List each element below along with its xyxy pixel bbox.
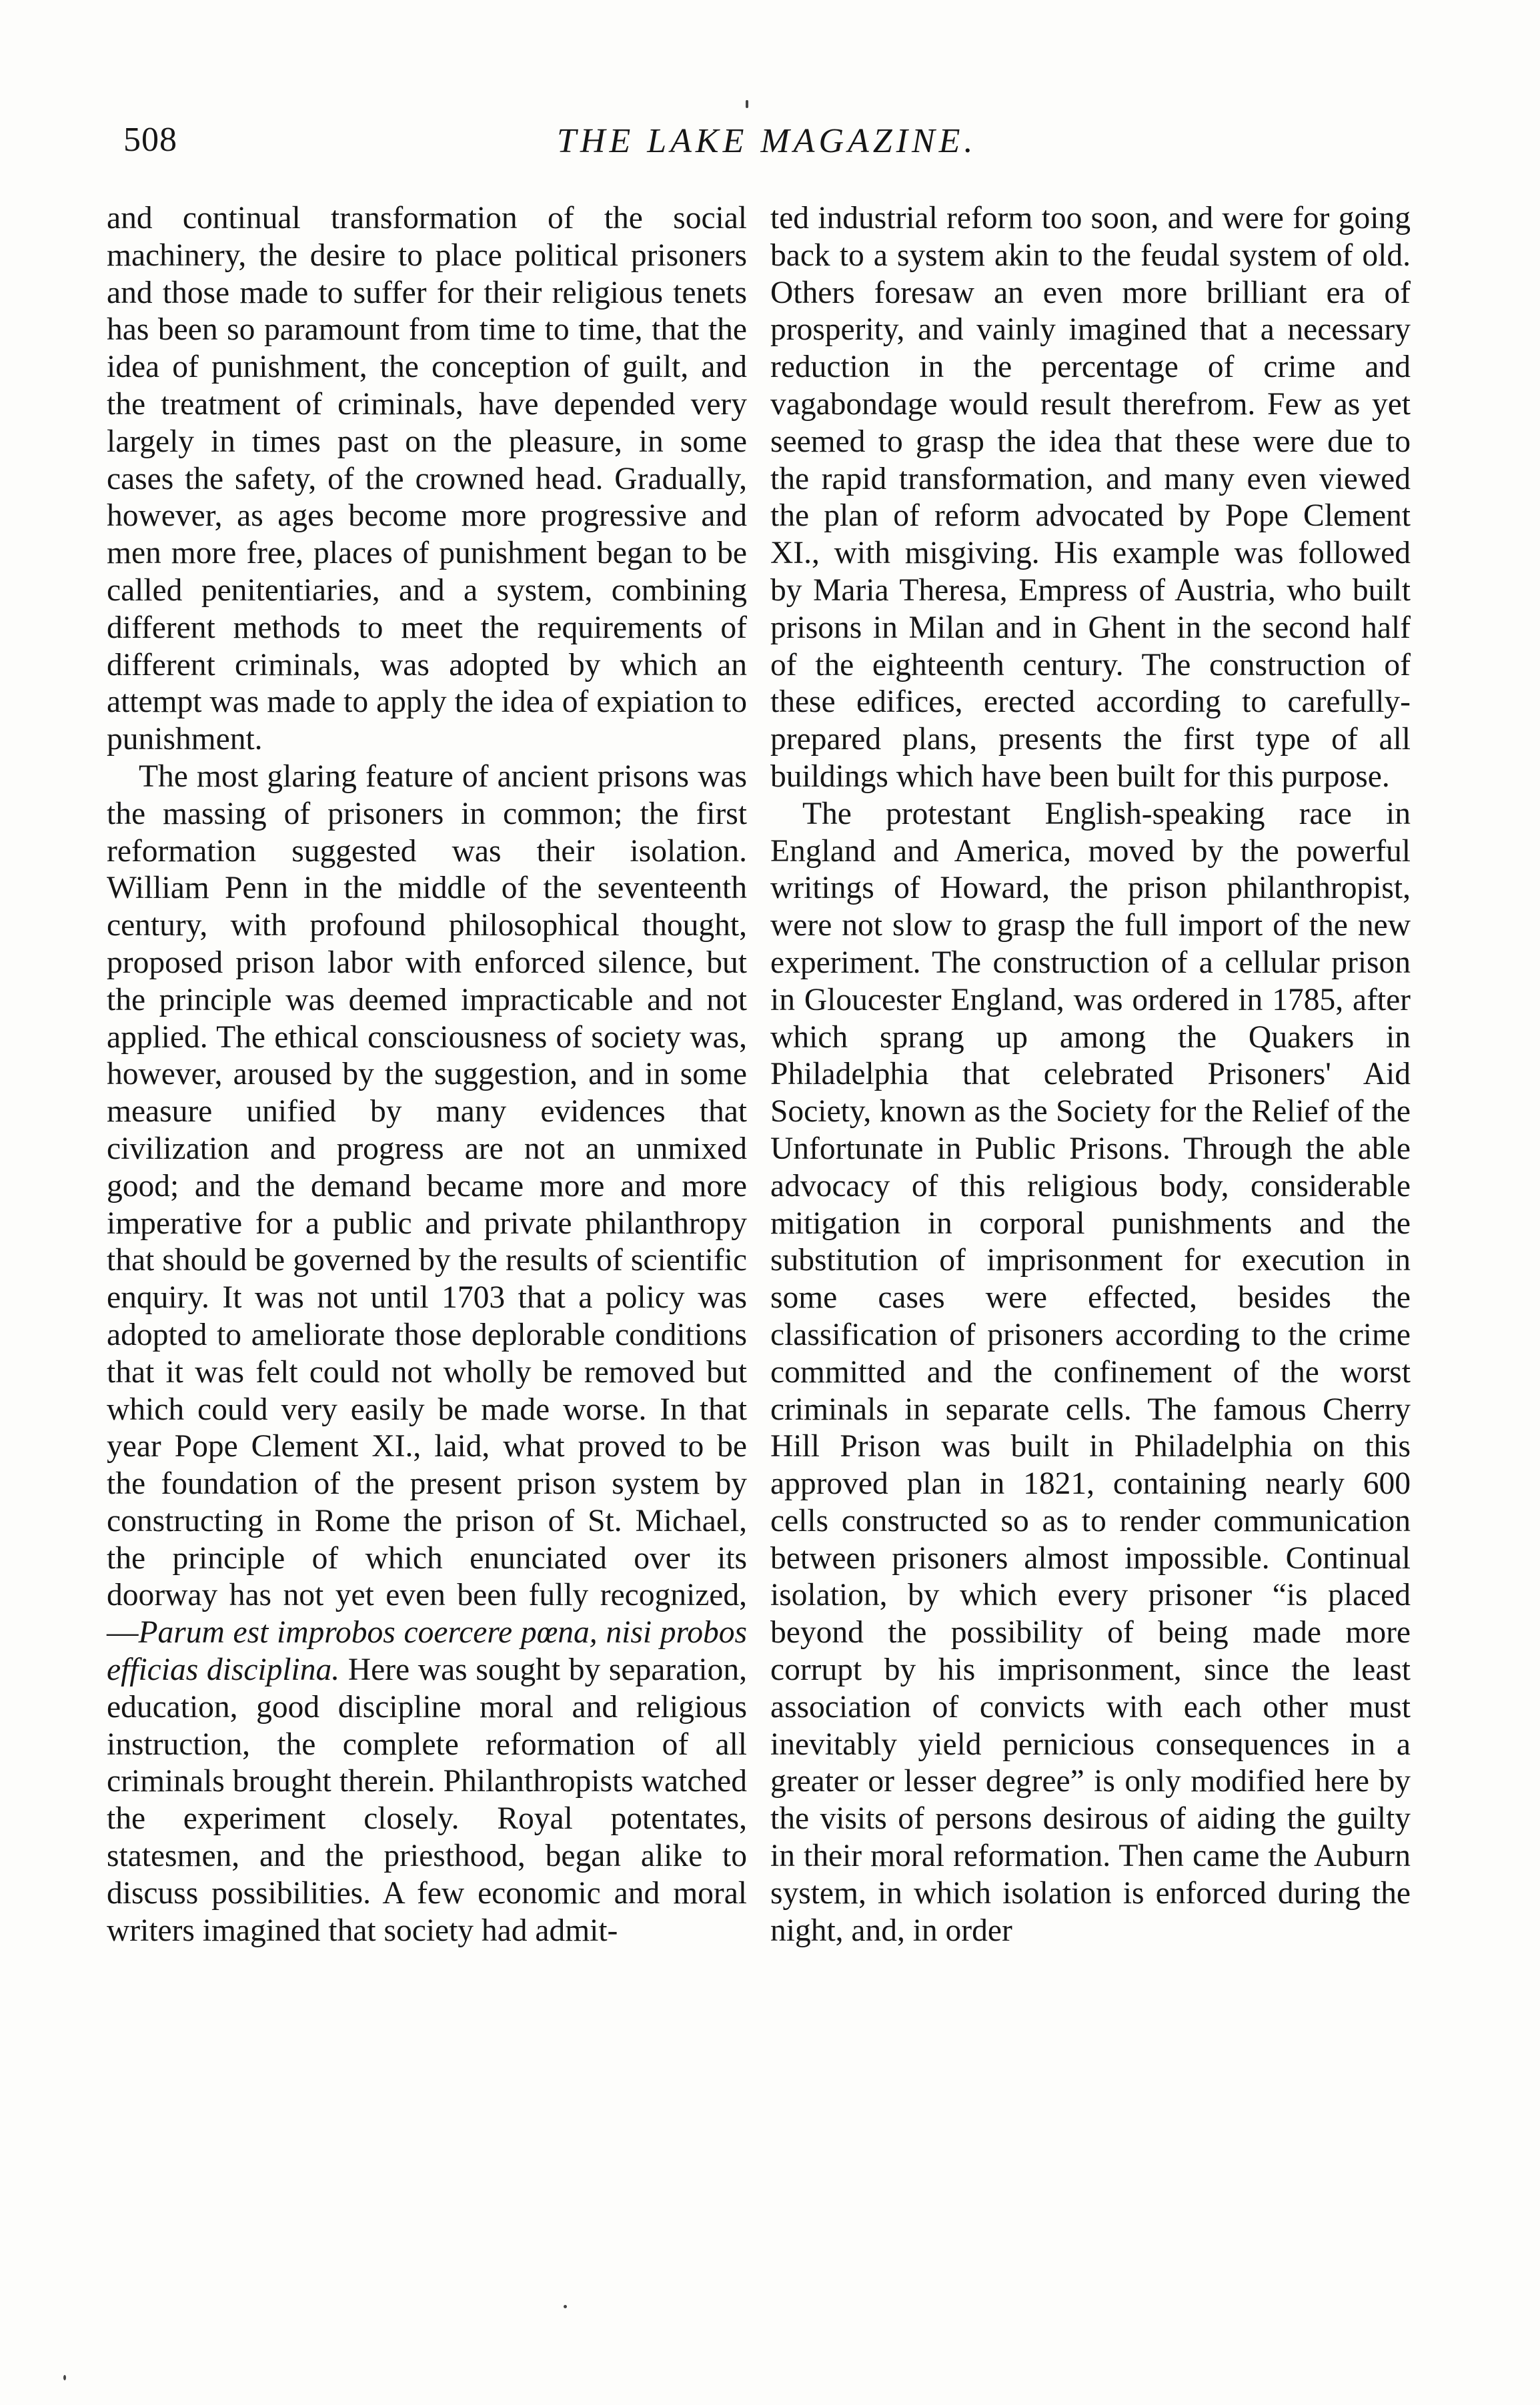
- speck-bottom: [564, 2305, 567, 2308]
- speck-top: [746, 100, 748, 108]
- running-title: THE LAKE MAGAZINE.: [557, 122, 977, 160]
- page-number: 508: [123, 121, 177, 159]
- right-column: [770, 200, 1411, 1949]
- left-paragraph-2-continued: Here was sought by separation, education, good discipline moral and religious instruction, the complete reformation of all criminals brought therein. Philanthropists watched the experiment closely. Royal potentates, statesmen, and the priesthood, began alike to discuss possibilities. A few economic and moral writers imagined that society had admit-: [107, 1652, 747, 1948]
- left-paragraph-2-text: The most glaring feature of ancient prisons was the massing of prisoners in common; the first reformation suggested was their isolation. William Penn in the middle of the seventeenth century, with profound philosophical thought, proposed prison labor with enforced silence, but the principle was deemed impracticable and not applied. The ethical consciousness of society was, however, aroused by the suggestion, and in some measure unified by many evidences that civilization and progress are not an unmixed good; and the demand became more and more imperative for a public and private philanthropy that should be governed by the results of scientific enquiry. It was not until 1703 that a policy was adopted to ameliorate those deplorable conditions that it was felt could not wholly be removed but which could very easily be made worse. In that year Pope Clement XI., laid, what proved to be the foundation of the present prison system by constructing in Rome the prison of St. Michael, the principle of which enunciated over its doorway has not yet even been fully recognized,—: [107, 759, 747, 1650]
- page-header: [123, 107, 1391, 180]
- right-paragraph-1: ted industrial reform too soon, and were for going back to a system akin to the feudal system of old. Others foresaw an even more brilliant era of prosperity, and vainly imagined that a necessary reduction in the percentage of crime and vagabondage would result therefrom. Few as yet seemed to grasp the idea that these were due to the rapid transformation, and many even viewed the plan of reform advocated by Pope Clement XI., with misgiving. His example was followed by Maria Theresa, Empress of Austria, who built prisons in Milan and in Ghent in the second half of the eighteenth century. The construction of these edifices, erected according to carefully-prepared plans, presents the first type of all buildings which have been built for this purpose.: [770, 201, 1411, 794]
- latin-motto: Parum est improbos coercere pœna, nisi probos efficias disciplina.: [107, 1615, 747, 1688]
- left-paragraph-1: and continual transformation of the social machinery, the desire to place political prisoners and those made to suffer for their religious tenets has been so paramount from time to time, that the idea of punishment, the conception of guilt, and the treatment of criminals, have depended very largely in times past on the pleasure, in some cases the safety, of the crowned head. Gradually, however, as ages become more progressive and men more free, places of punishment began to be called penitentiaries, and a system, combining different methods to meet the requirements of different criminals, was adopted by which an attempt was made to apply the idea of expiation to punishment.: [107, 201, 747, 757]
- right-paragraph-2: The protestant English-speaking race in England and America, moved by the powerful writings of Howard, the prison philanthropist, were not slow to grasp the full import of the new experiment. The construction of a cellular prison in Gloucester England, was ordered in 1785, after which sprang up among the Quakers in Philadelphia that celebrated Prisoners' Aid Society, known as the Society for the Relief of the Unfortunate in Public Prisons. Through the able advocacy of this religious body, considerable mitigation in corporal punishments and the substitution of imprisonment for execution in some cases were effected, besides the classification of prisoners according to the crime committed and the confinement of the worst criminals in separate cells. The famous Cherry Hill Prison was built in Philadelphia on this approved plan in 1821, containing nearly 600 cells constructed so as to render communication between prisoners almost impossible. Continual isolation, by which every prisoner “is placed beyond the possibility of being made more corrupt by his imprisonment, since the least association of convicts with each other must inevitably yield pernicious consequences in a greater or lesser degree” is only modified here by the visits of persons desirous of aiding the guilty in their moral reformation. Then came the Auburn system, in which isolation is enforced during the night, and, in order: [770, 796, 1411, 1948]
- left-column: [107, 200, 747, 1949]
- left-paragraph-2: [107, 759, 747, 1950]
- speck-left: [63, 2375, 66, 2380]
